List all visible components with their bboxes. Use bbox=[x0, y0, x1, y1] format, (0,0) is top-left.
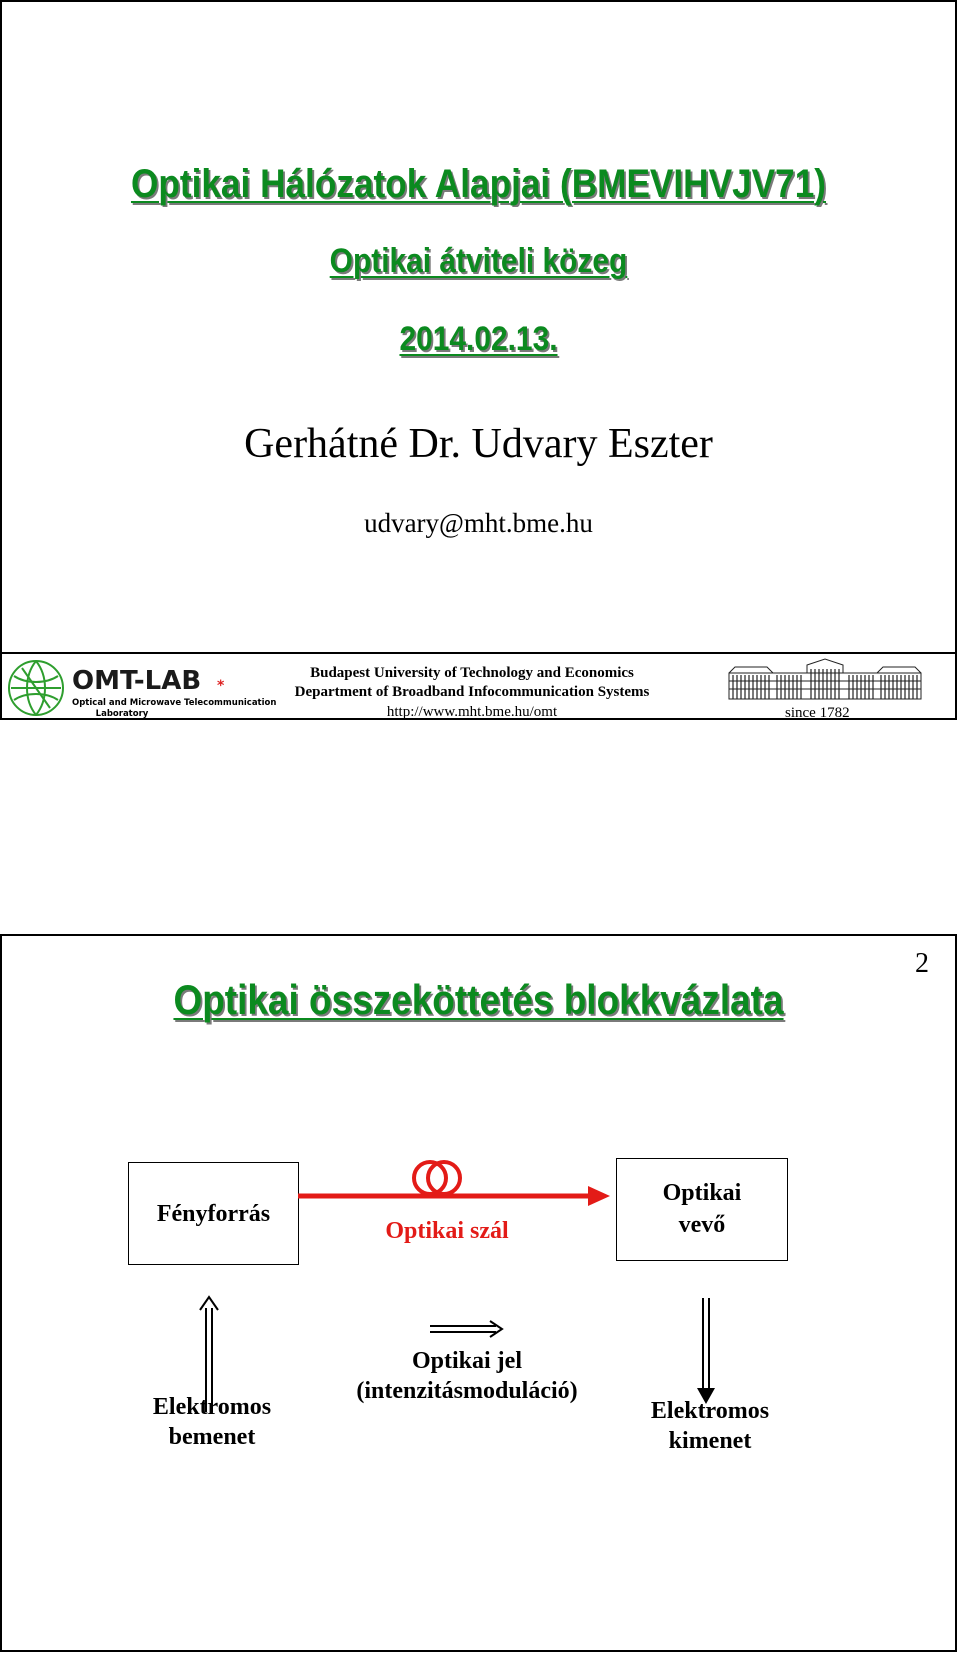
light-source-box bbox=[128, 1162, 299, 1265]
svg-text:Optical and Microwave Telecomm: Optical and Microwave Telecommunication bbox=[72, 698, 277, 708]
output-label-line2: kimenet bbox=[668, 1428, 752, 1454]
author-name: Gerhátné Dr. Udvary Eszter bbox=[244, 421, 713, 467]
title-slide bbox=[0, 0, 957, 720]
arrow-down-icon bbox=[691, 1296, 721, 1406]
slide-title: Optikai összeköttetés blokkvázlata bbox=[173, 976, 784, 1023]
optical-receiver-box bbox=[616, 1158, 788, 1261]
receiver-label-line2: vevő bbox=[678, 1211, 726, 1238]
receiver-label bbox=[663, 1178, 742, 1240]
signal-label-line1: Optikai jel bbox=[411, 1348, 522, 1374]
lab-url: http://www.mht.bme.hu/omt bbox=[386, 704, 558, 720]
output-label-line1: Elektromos bbox=[650, 1398, 770, 1424]
svg-text:Laboratory: Laboratory bbox=[95, 709, 149, 719]
input-label-line1: Elektromos bbox=[152, 1394, 272, 1420]
lecture-subtitle: Optikai átviteli közeg bbox=[329, 242, 628, 280]
optical-signal-label bbox=[332, 1346, 602, 1406]
electrical-input-label bbox=[122, 1392, 302, 1452]
department-name: Department of Broadband Infocommunication Systems bbox=[294, 684, 650, 700]
lecture-date: 2014.02.13. bbox=[399, 320, 558, 358]
svg-text:*: * bbox=[217, 678, 225, 694]
university-name: Budapest University of Technology and Economics bbox=[310, 665, 634, 681]
input-label-line2: bemenet bbox=[168, 1424, 256, 1450]
since-year: since 1782 bbox=[785, 705, 850, 721]
light-source-label: Fényforrás bbox=[156, 1200, 271, 1227]
author-email: udvary@mht.bme.hu bbox=[364, 508, 593, 538]
university-building-image bbox=[727, 659, 923, 701]
fiber-label: Optikai szál bbox=[385, 1218, 509, 1244]
omt-lab-logo bbox=[4, 656, 277, 720]
svg-text:OMT-LAB: OMT-LAB bbox=[72, 666, 202, 696]
page-number: 2 bbox=[915, 948, 929, 979]
arrow-right-icon bbox=[430, 1318, 504, 1340]
block-diagram-slide bbox=[0, 934, 957, 1652]
receiver-label-line1: Optikai bbox=[662, 1180, 742, 1207]
course-title: Optikai Hálózatok Alapjai (BMEVIHVJV71) bbox=[130, 162, 827, 206]
slide-footer bbox=[2, 652, 955, 722]
electrical-output-label bbox=[620, 1396, 800, 1456]
signal-label-line2: (intenzitásmoduláció) bbox=[356, 1378, 578, 1404]
